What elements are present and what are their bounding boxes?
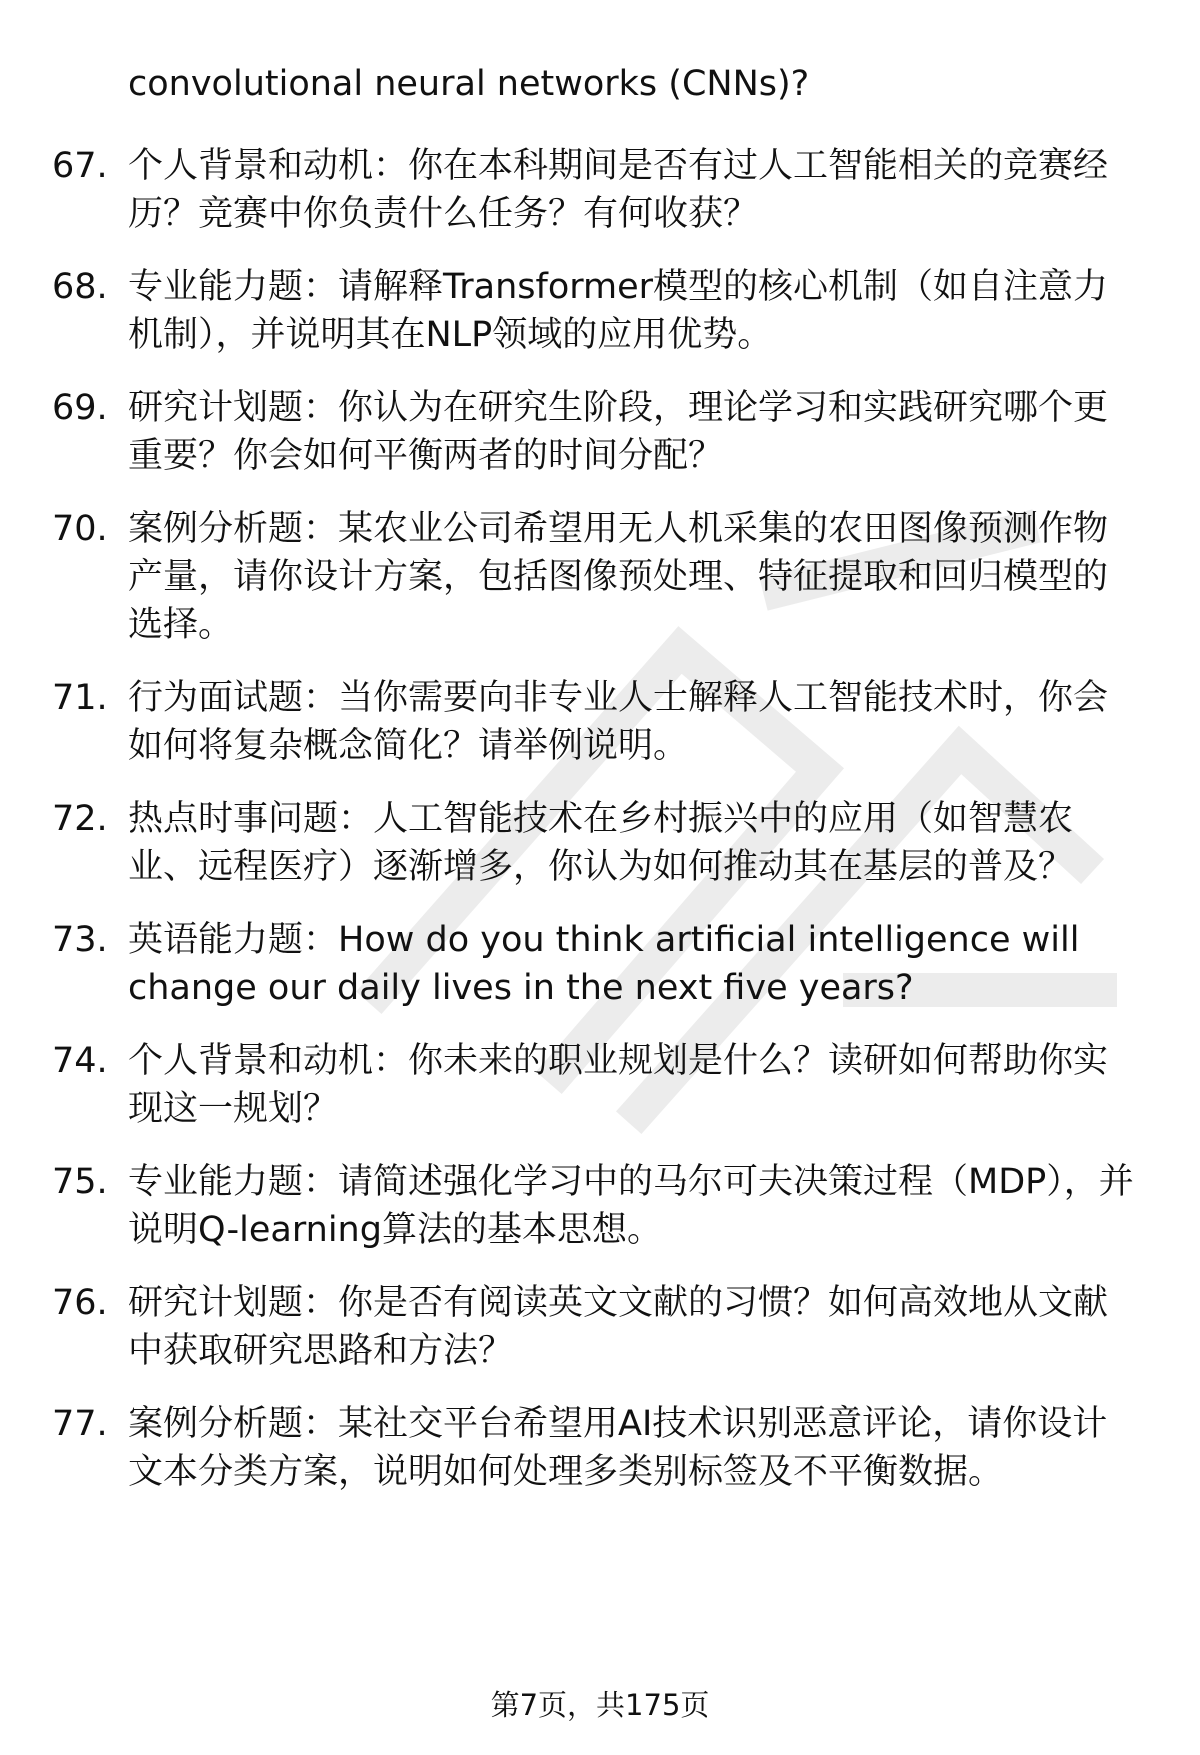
question-item <box>0 1158 1200 1254</box>
question-text: 个人背景和动机：你未来的职业规划是什么？读研如何帮助你实现这一规划？ <box>128 1041 1109 1129</box>
continued-question-text: convolutional neural networks (CNNs)? <box>128 64 810 104</box>
question-item <box>0 263 1200 359</box>
question-number: 74. <box>52 1041 108 1081</box>
question-list <box>0 142 1200 1521</box>
question-item <box>0 1279 1200 1375</box>
question-text: 研究计划题：你是否有阅读英文文献的习惯？如何高效地从文献中获取研究思路和方法？ <box>128 1283 1109 1371</box>
question-item <box>0 142 1200 238</box>
question-text: 案例分析题：某农业公司希望用无人机采集的农田图像预测作物产量，请你设计方案，包括图像预处理、特征提取和回归模型的选择。 <box>128 509 1109 645</box>
question-item <box>0 674 1200 770</box>
question-text: 专业能力题：请简述强化学习中的马尔可夫决策过程（MDP），并说明Q-learning算法的基本思想。 <box>128 1162 1134 1250</box>
question-number: 73. <box>52 920 108 960</box>
question-text: 专业能力题：请解释Transformer模型的核心机制（如自注意力机制），并说明其在NLP领域的应用优势。 <box>128 267 1109 355</box>
question-number: 72. <box>52 799 108 839</box>
question-text: 行为面试题：当你需要向非专业人士解释人工智能技术时，你会如何将复杂概念简化？请举例说明。 <box>128 678 1109 766</box>
question-item <box>0 795 1200 891</box>
question-text: 个人背景和动机：你在本科期间是否有过人工智能相关的竞赛经历？竞赛中你负责什么任务？有何收获？ <box>128 146 1109 234</box>
question-number: 71. <box>52 678 108 718</box>
question-item <box>0 916 1200 1012</box>
question-number: 77. <box>52 1404 108 1444</box>
question-item <box>0 384 1200 480</box>
question-text: 英语能力题：How do you think artificial intelligence will change our daily lives in the next five years? <box>128 920 1080 1008</box>
question-item <box>0 1037 1200 1133</box>
question-text: 案例分析题：某社交平台希望用AI技术识别恶意评论，请你设计文本分类方案，说明如何处理多类别标签及不平衡数据。 <box>128 1404 1108 1492</box>
question-text: 研究计划题：你认为在研究生阶段，理论学习和实践研究哪个更重要？你会如何平衡两者的时间分配？ <box>128 388 1109 476</box>
question-number: 75. <box>52 1162 108 1202</box>
question-item <box>0 1400 1200 1496</box>
question-item <box>0 505 1200 649</box>
question-number: 69. <box>52 388 108 428</box>
question-number: 67. <box>52 146 108 186</box>
question-text: 热点时事问题：人工智能技术在乡村振兴中的应用（如智慧农业、远程医疗）逐渐增多，你认为如何推动其在基层的普及？ <box>128 799 1074 887</box>
page-footer: 第7页，共175页 <box>490 1688 710 1722</box>
question-number: 68. <box>52 267 108 307</box>
question-number: 76. <box>52 1283 108 1323</box>
question-number: 70. <box>52 509 108 549</box>
